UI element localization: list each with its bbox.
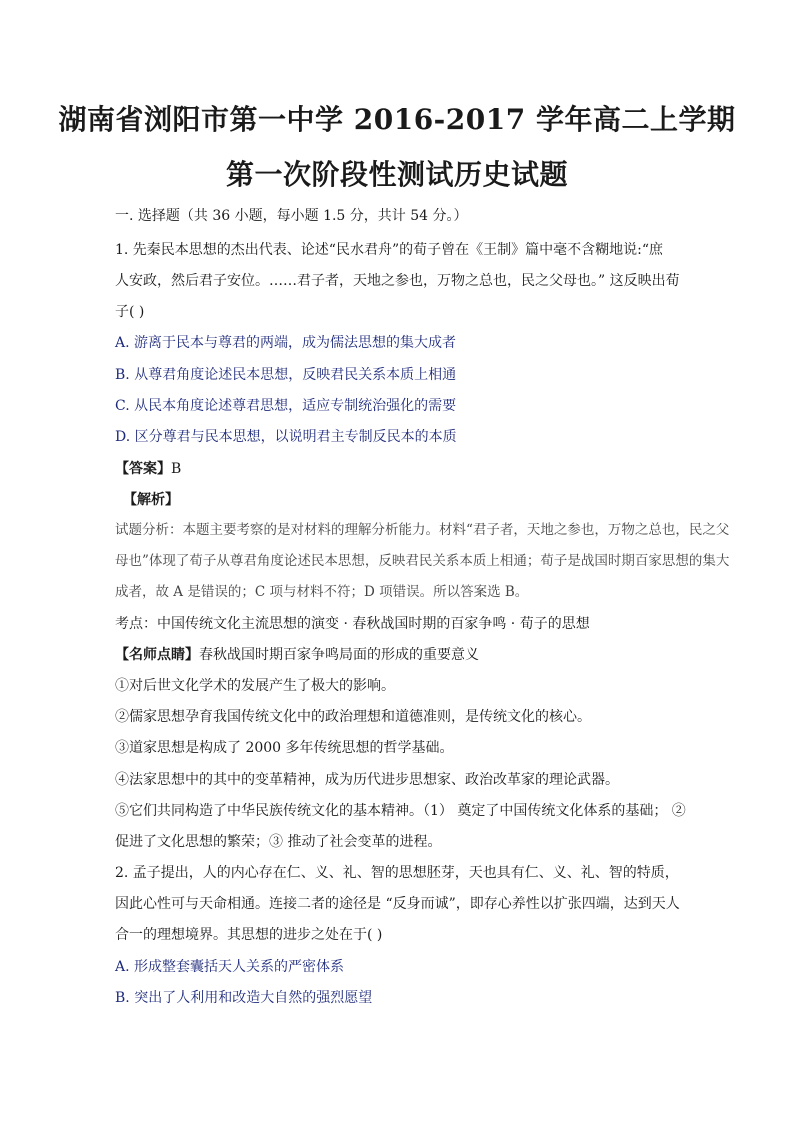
answer-tag: 【答案】 [115,461,171,477]
q2-option-a: A. 形成整套囊括天人关系的严密体系 [115,959,345,975]
q1-stem-line: 子( ) [115,304,145,320]
significance-line: ①对后世文化学术的发展产生了极大的影响。 [115,678,395,694]
kaodian-line: 考点：中国传统文化主流思想的演变 · 春秋战国时期的百家争鸣 · 荀子的思想 [115,616,590,632]
q1-option-d: D. 区分尊君与民本思想，以说明君主专制反民本的本质 [115,429,457,445]
significance-line: ③道家思想是构成了 2000 多年传统思想的哲学基础。 [115,740,454,756]
significance-line: ②儒家思想孕育我国传统文化中的政治理想和道德准则，是传统文化的核心。 [115,709,591,725]
analysis-line: 试题分析：本题主要考察的是对材料的理解分析能力。材料“君子者，天地之参也，万物之总也，民之父 [115,522,730,538]
answer-value: B [171,461,182,477]
q1-option-c: C. 从民本角度论述尊君思想，适应专制统治强化的需要 [115,398,457,414]
q2-stem-line: 2. 孟子提出，人的内心存在仁、义、礼、智的思想胚芽，天也具有仁、义、礼、智的特质， [115,865,679,881]
teacher-tag: 【名师点睛】 [115,647,199,663]
q1-stem-line: 人安政，然后君子安位。……君子者，天地之参也，万物之总也，民之父母也。” 这反映出荀 [115,273,680,289]
q1-option-b: B. 从尊君角度论述民本思想，反映君民关系本质上相通 [115,367,457,383]
significance-line: ④法家思想中的其中的变革精神，成为历代进步思想家、政治改革家的理论武器。 [115,772,619,788]
analysis-tag: 【解析】 [123,492,179,508]
q1-option-a: A. 游离于民本与尊君的两端，成为儒法思想的集大成者 [115,335,457,351]
q1-answer [115,460,715,478]
q2-stem-line: 合一的理想境界。其思想的进步之处在于( ) [115,927,383,943]
analysis-line: 成者，故 A 是错误的；C 项与材料不符；D 项错误。所以答案选 B。 [115,584,529,600]
teacher-note [115,646,715,664]
title-line-2: 第一次阶段性测试历史试题 [225,158,568,191]
title-line-1: 湖南省浏阳市第一中学 2016-2017 学年高二上学期 [58,103,736,136]
q2-option-b: B. 突出了人利用和改造大自然的强烈愿望 [115,990,373,1006]
significance-line: ⑤它们共同构造了中华民族传统文化的基本精神。（1） 奠定了中国传统文化体系的基础； ② [115,803,686,819]
section-header: 一. 选择题（共 36 小题，每小题 1.5 分，共计 54 分。） [115,208,468,224]
q2-stem-line: 因此心性可与天命相通。连接二者的途径是 “反身而诚”，即存心养性以扩张四端，达到天人 [115,896,680,912]
teacher-text: 春秋战国时期百家争鸣局面的形成的重要意义 [199,647,479,663]
q1-stem-line: 1. 先秦民本思想的杰出代表、论述“民水君舟”的荀子曾在《王制》篇中毫不含糊地说:“庶 [115,242,663,258]
significance-line: 促进了文化思想的繁荣；③ 推动了社会变革的进程。 [115,834,442,850]
analysis-line: 母也”体现了荀子从尊君角度论述民本思想，反映君民关系本质上相通；荀子是战国时期百家思想的集大 [115,553,730,569]
